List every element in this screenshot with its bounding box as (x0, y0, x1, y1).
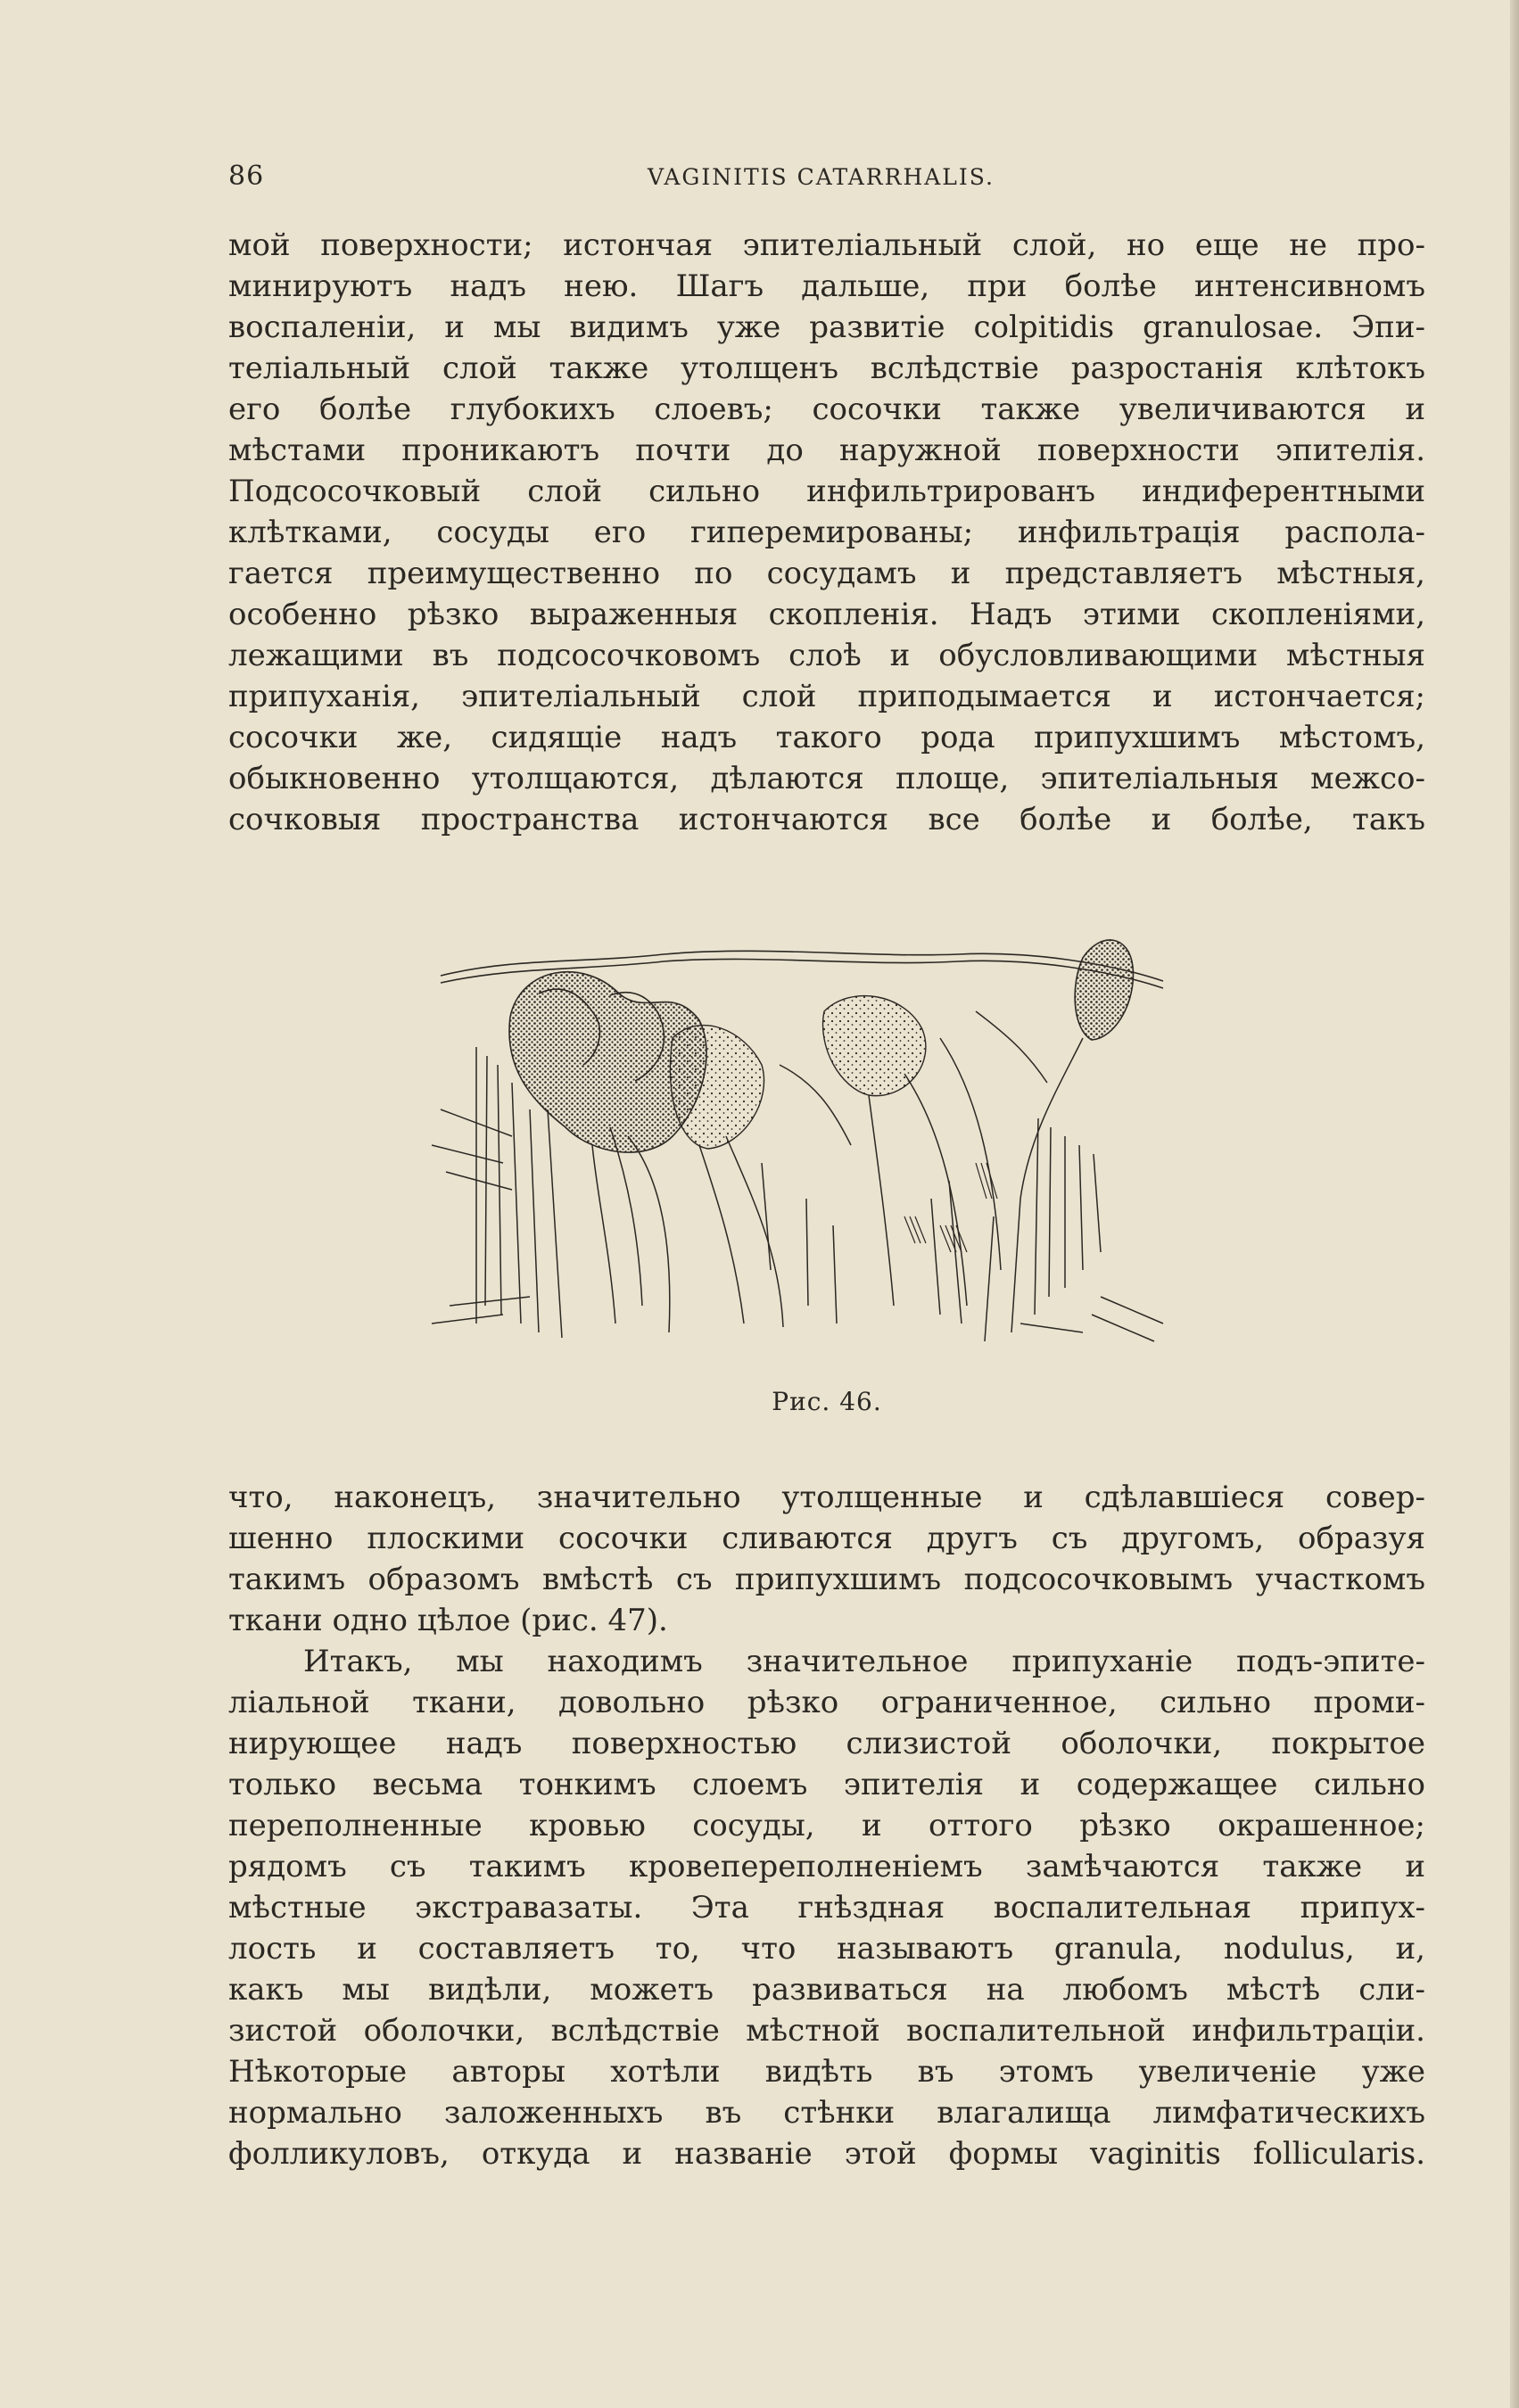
text-line: что, наконецъ, значительно утолщенные и сдѣлавшiеся совер- (228, 1480, 1425, 1515)
text-line: фолликуловъ, откуда и названiе этой формы vaginitis follicularis. (228, 2136, 1425, 2172)
text-line: шенно плоскими сосочки сливаются другъ съ другомъ, образуя (228, 1521, 1425, 1556)
text-line: гается преимущественно по сосудамъ и представляетъ мѣстныя, (228, 556, 1425, 591)
text-line: его болѣе глубокихъ слоевъ; сосочки также увеличиваются и (228, 392, 1425, 427)
text-line: нормально заложенныхъ въ стѣнки влагалища лимфатическихъ (228, 2095, 1425, 2131)
figure-caption: Рис. 46. (772, 1387, 882, 1416)
text-line: мѣстами проникаютъ почти до наружной поверхности эпителiя. (228, 433, 1425, 468)
text-line: минируютъ надъ нею. Шагъ дальше, при болѣе интенсивномъ (228, 268, 1425, 304)
text-line: мѣстные экстравазаты. Эта гнѣздная воспалительная припух- (228, 1890, 1425, 1926)
running-title: VAGINITIS CATARRHALIS. (648, 164, 995, 190)
histology-figure (405, 931, 1190, 1350)
text-line: лiальной ткани, довольно рѣзко ограниченное, сильно проми- (228, 1685, 1425, 1720)
text-line: лежащими въ подсосочковомъ слоѣ и обусловливающими мѣстныя (228, 638, 1425, 673)
text-line: только весьма тонкимъ слоемъ эпителiя и содержащее сильно (228, 1767, 1425, 1802)
text-line: ткани одно цѣлое (рис. 47). (228, 1603, 668, 1638)
text-line: Нѣкоторые авторы хотѣли видѣть въ этомъ увеличенiе уже (228, 2054, 1425, 2090)
text-line: такимъ образомъ вмѣстѣ съ припухшимъ подсосочковымъ участкомъ (228, 1562, 1425, 1597)
text-line: нирующее надъ поверхностью слизистой оболочки, покрытое (228, 1726, 1425, 1761)
text-line: телiальный слой также утолщенъ вслѣдствiе разростанiя клѣтокъ (228, 350, 1425, 386)
text-line: Подсосочковый слой сильно инфильтрированъ индиферентными (228, 474, 1425, 509)
text-line: мой поверхности; истончая эпителiальный слой, но еще не про- (228, 227, 1425, 263)
text-line: переполненные кровью сосуды, и оттого рѣзко окрашенное; (228, 1808, 1425, 1843)
page-edge (1510, 0, 1519, 2408)
text-line: воспаленiи, и мы видимъ уже развитiе colpitidis granulosae. Эпи- (228, 309, 1425, 345)
text-line: сочковыя пространства истончаются все болѣе и болѣе, такъ (228, 802, 1425, 837)
page-number: 86 (228, 161, 265, 192)
paragraph-top (228, 225, 1425, 840)
text-line: Итакъ, мы находимъ значительное припуханiе подъ-эпите- (303, 1644, 1425, 1679)
paragraph-bottom (228, 1477, 1425, 2174)
text-line: припуханiя, эпителiальный слой приподымается и истончается; (228, 679, 1425, 714)
text-line: клѣтками, сосуды его гиперемированы; инфильтрацiя распола- (228, 515, 1425, 550)
text-line: какъ мы видѣли, можетъ развиваться на любомъ мѣстѣ сли- (228, 1972, 1425, 2008)
text-line: рядомъ съ такимъ кровепереполненiемъ замѣчаются также и (228, 1849, 1425, 1884)
text-line: обыкновенно утолщаются, дѣлаются площе, эпителiальныя межсо- (228, 761, 1425, 796)
page-header (228, 161, 1425, 196)
text-line: зистой оболочки, вслѣдствiе мѣстной воспалительной инфильтрацiи. (228, 2013, 1425, 2049)
text-line: сосочки же, сидящiе надъ такого рода припухшимъ мѣстомъ, (228, 720, 1425, 755)
text-line: лость и составляетъ то, что называютъ granula, nodulus, и, (228, 1931, 1425, 1967)
histology-illustration (405, 931, 1190, 1350)
text-line: особенно рѣзко выраженныя скопленiя. Надъ этими скопленiями, (228, 597, 1425, 632)
